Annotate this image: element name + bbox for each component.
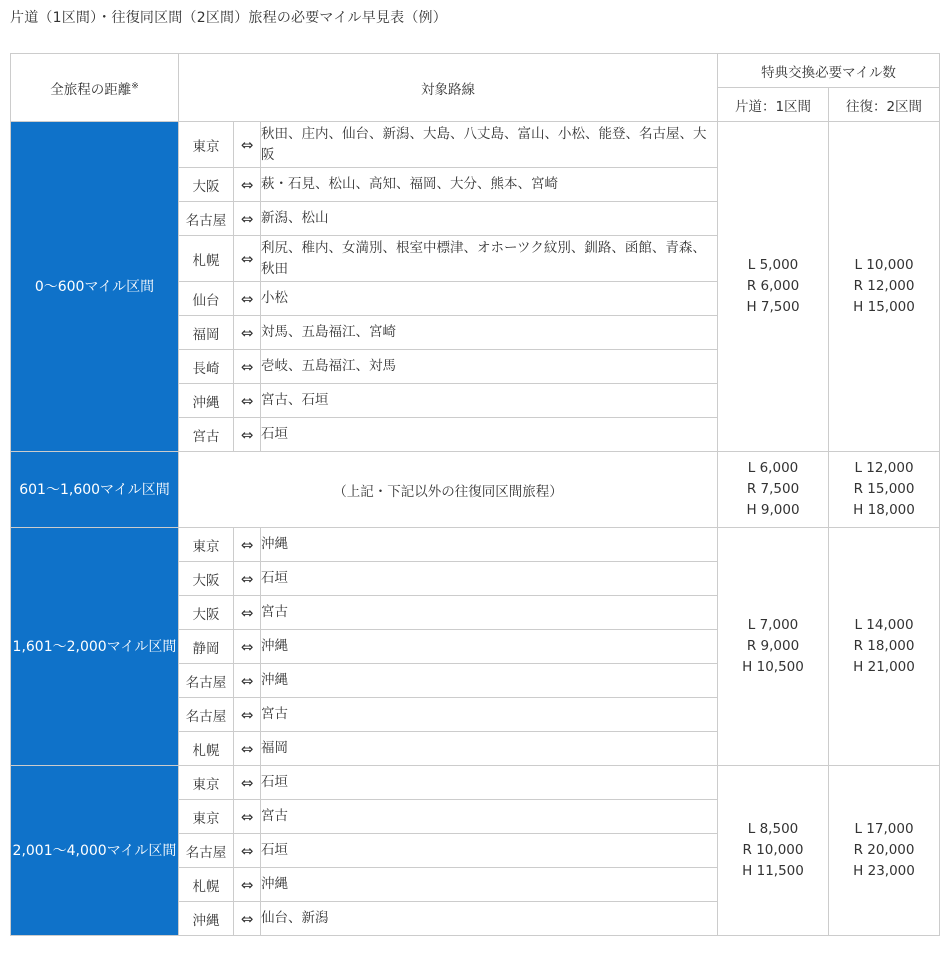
destination-cities: 宮古、石垣: [261, 384, 718, 418]
table-row: [11, 528, 940, 562]
destination-cities: 宮古: [261, 800, 718, 834]
distance-band-label: 0〜600マイル区間: [11, 122, 179, 452]
header-miles: 特典交換必要マイル数: [718, 54, 940, 88]
distance-band-label: 2,001〜4,000マイル区間: [11, 766, 179, 936]
table-row: [11, 122, 940, 168]
origin-city: 札幌: [179, 732, 234, 766]
origin-city: 札幌: [179, 236, 234, 282]
destination-cities: 石垣: [261, 834, 718, 868]
destination-cities: 萩・石見、松山、高知、福岡、大分、熊本、宮崎: [261, 168, 718, 202]
destination-cities: 石垣: [261, 418, 718, 452]
origin-city: 東京: [179, 122, 234, 168]
destination-cities: 宮古: [261, 596, 718, 630]
origin-city: 名古屋: [179, 698, 234, 732]
destination-cities: 沖縄: [261, 868, 718, 902]
destination-cities: 対馬、五島福江、宮崎: [261, 316, 718, 350]
destination-cities: 福岡: [261, 732, 718, 766]
round-trip-arrow: ⇔: [234, 698, 261, 732]
round-trip-arrow: ⇔: [234, 630, 261, 664]
destination-cities: 利尻、稚内、女満別、根室中標津、オホーツク紋別、釧路、函館、青森、秋田: [261, 236, 718, 282]
origin-city: 静岡: [179, 630, 234, 664]
required-miles-table: [10, 53, 940, 936]
origin-city: 大阪: [179, 168, 234, 202]
round-trip-arrow: ⇔: [234, 902, 261, 936]
origin-city: 仙台: [179, 282, 234, 316]
round-trip-arrow: ⇔: [234, 168, 261, 202]
distance-band-label: 1,601〜2,000マイル区間: [11, 528, 179, 766]
origin-city: 東京: [179, 800, 234, 834]
origin-city: 長崎: [179, 350, 234, 384]
destination-cities: 石垣: [261, 766, 718, 800]
round-trip-arrow: ⇔: [234, 596, 261, 630]
round-trip-arrow: ⇔: [234, 122, 261, 168]
round-trip-arrow: ⇔: [234, 800, 261, 834]
round-trip-arrow: ⇔: [234, 350, 261, 384]
table-caption: 片道（1区間）・往復同区間（2区間）旅程の必要マイル早見表（例）: [10, 10, 447, 26]
origin-city: 札幌: [179, 868, 234, 902]
origin-city: 宮古: [179, 418, 234, 452]
round-trip-arrow: ⇔: [234, 868, 261, 902]
table-row: [11, 452, 940, 528]
destination-cities: 秋田、庄内、仙台、新潟、大島、八丈島、富山、小松、能登、名古屋、大阪: [261, 122, 718, 168]
origin-city: 名古屋: [179, 664, 234, 698]
oneway-miles: L 7,000 R 9,000 H 10,500: [718, 528, 829, 766]
destination-cities: 沖縄: [261, 664, 718, 698]
oneway-miles: L 8,500 R 10,000 H 11,500: [718, 766, 829, 936]
oneway-miles: L 5,000 R 6,000 H 7,500: [718, 122, 829, 452]
other-routes-note: （上記・下記以外の往復同区間旅程）: [179, 452, 718, 528]
destination-cities: 小松: [261, 282, 718, 316]
round-trip-arrow: ⇔: [234, 834, 261, 868]
distance-band-label: 601〜1,600マイル区間: [11, 452, 179, 528]
destination-cities: 新潟、松山: [261, 202, 718, 236]
origin-city: 東京: [179, 766, 234, 800]
destination-cities: 壱岐、五島福江、対馬: [261, 350, 718, 384]
roundtrip-miles: L 10,000 R 12,000 H 15,000: [829, 122, 940, 452]
round-trip-arrow: ⇔: [234, 282, 261, 316]
round-trip-arrow: ⇔: [234, 732, 261, 766]
destination-cities: 石垣: [261, 562, 718, 596]
header-oneway: 片道：1区間: [718, 88, 829, 122]
origin-city: 沖縄: [179, 902, 234, 936]
destination-cities: 仙台、新潟: [261, 902, 718, 936]
destination-cities: 宮古: [261, 698, 718, 732]
header-roundtrip: 往復：2区間: [829, 88, 940, 122]
round-trip-arrow: ⇔: [234, 418, 261, 452]
round-trip-arrow: ⇔: [234, 562, 261, 596]
table-row: [11, 766, 940, 800]
roundtrip-miles: L 12,000 R 15,000 H 18,000: [829, 452, 940, 528]
header-routes: 対象路線: [179, 54, 718, 122]
oneway-miles: L 6,000 R 7,500 H 9,000: [718, 452, 829, 528]
round-trip-arrow: ⇔: [234, 236, 261, 282]
origin-city: 沖縄: [179, 384, 234, 418]
round-trip-arrow: ⇔: [234, 766, 261, 800]
round-trip-arrow: ⇔: [234, 664, 261, 698]
roundtrip-miles: L 14,000 R 18,000 H 21,000: [829, 528, 940, 766]
header-distance: 全旅程の距離※: [11, 54, 179, 122]
origin-city: 東京: [179, 528, 234, 562]
round-trip-arrow: ⇔: [234, 528, 261, 562]
origin-city: 大阪: [179, 562, 234, 596]
origin-city: 名古屋: [179, 834, 234, 868]
note-mark: ※: [131, 81, 139, 91]
roundtrip-miles: L 17,000 R 20,000 H 23,000: [829, 766, 940, 936]
round-trip-arrow: ⇔: [234, 316, 261, 350]
destination-cities: 沖縄: [261, 630, 718, 664]
origin-city: 福岡: [179, 316, 234, 350]
destination-cities: 沖縄: [261, 528, 718, 562]
round-trip-arrow: ⇔: [234, 202, 261, 236]
round-trip-arrow: ⇔: [234, 384, 261, 418]
origin-city: 大阪: [179, 596, 234, 630]
origin-city: 名古屋: [179, 202, 234, 236]
